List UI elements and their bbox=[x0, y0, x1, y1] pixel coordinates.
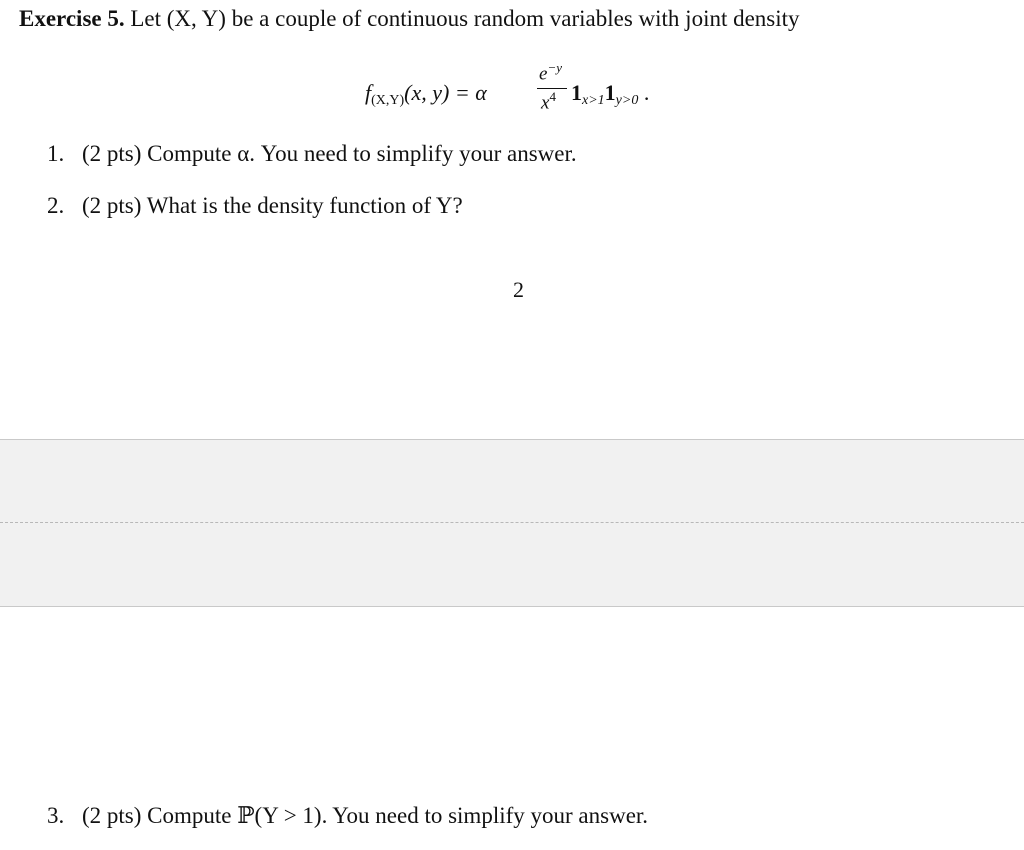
page-break-gap bbox=[0, 439, 1024, 607]
formula-denominator: $x^4$ bbox=[541, 89, 556, 114]
question-1 bbox=[47, 141, 577, 167]
indicator-y-subscript: y>0 bbox=[615, 93, 639, 108]
question-number: 2. bbox=[47, 193, 65, 218]
formula-args: (x, y) = α bbox=[404, 80, 487, 105]
joint-density-formula bbox=[365, 60, 705, 116]
question-number: 1. bbox=[47, 141, 65, 166]
formula-numerator: $e^{-y}$ bbox=[539, 60, 562, 85]
page-number: 2 bbox=[513, 277, 524, 302]
formula-f-subscript: (X,Y) bbox=[371, 93, 405, 108]
exercise-title: Exercise 5. bbox=[19, 6, 125, 31]
question-number: 3. bbox=[47, 803, 65, 828]
page-break-dashed-line bbox=[0, 522, 1024, 523]
question-2 bbox=[47, 193, 463, 219]
question-text: (2 pts) Compute ℙ(Y > 1). You need to simplify your answer. bbox=[82, 803, 649, 828]
question-text: (2 pts) Compute α. You need to simplify your answer. bbox=[82, 141, 577, 166]
question-text: (2 pts) What is the density function of Y? bbox=[82, 193, 463, 218]
exercise-intro bbox=[19, 6, 800, 32]
formula-fraction bbox=[537, 60, 567, 116]
formula-indicators bbox=[571, 80, 649, 109]
question-3 bbox=[47, 803, 648, 829]
indicator-y: 1 bbox=[604, 80, 616, 105]
formula-lhs bbox=[365, 80, 487, 109]
indicator-x: 1 bbox=[571, 80, 582, 105]
formula-end: . bbox=[638, 80, 650, 105]
formula-f: f bbox=[365, 80, 372, 105]
indicator-x-subscript: x>1 bbox=[582, 93, 605, 108]
exercise-intro-text: Let (X, Y) be a couple of continuous random variables with joint density bbox=[124, 6, 800, 31]
